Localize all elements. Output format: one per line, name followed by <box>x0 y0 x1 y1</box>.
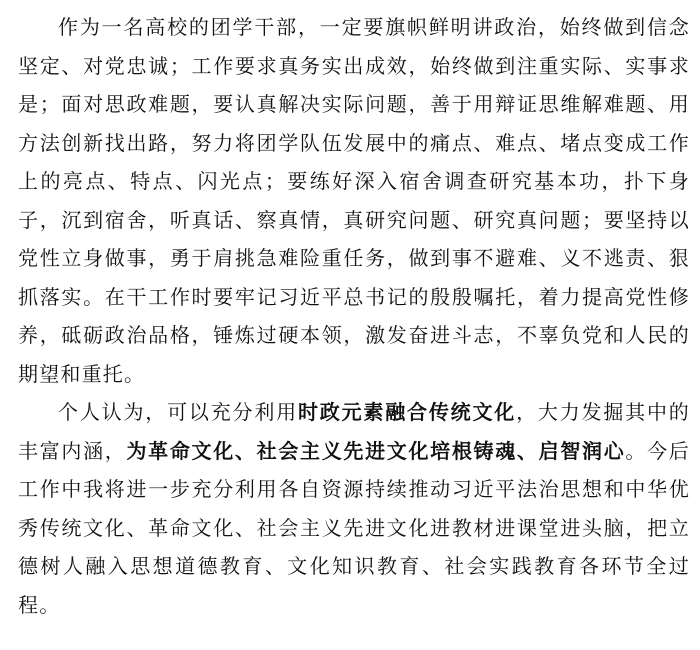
paragraph-2-emphasis-2: 为革命文化、社会主义先进文化培根铸魂、启智润心 <box>126 438 626 463</box>
paragraph-2-text-1: 个人认为，可以充分利用 <box>58 400 298 424</box>
paragraph-1: 作为一名高校的团学干部，一定要旗帜鲜明讲政治，始终做到信念坚定、对党忠诚；工作要求真务实出成效，始终做到注重实际、实事求是；面对思政难题，要认真解决实际问题，善于用辩证思维解难题、用方法创新找出路，努力将团学队伍发展中的痛点、难点、堵点变成工作上的亮点、特点、闪光点；要练好深入宿舍调查研究基本功，扑下身子，沉到宿舍，听真话、察真情，真研究问题、研究真问题；要坚持以党性立身做事，勇于肩挑急难险重任务，做到事不避难、义不逃责、狠抓落实。在干工作时要牢记习近平总书记的殷殷嘱托，着力提高党性修养，砥砺政治品格，锤炼过硬本领，激发奋进斗志，不辜负党和人民的期望和重托。 <box>18 15 690 386</box>
paragraph-2 <box>18 393 690 624</box>
paragraph-2-text-2: ，大力发掘其中的丰富内涵， <box>18 400 690 463</box>
paragraph-2-text-3: 。今后工作中我将进一步充分利用各自资源持续推动习近平法治思想和中华优秀传统文化、革命文化、社会主义先进文化进教材进课堂进头脑，把立德树人融入思想道德教育、文化知识教育、社会实践教育各环节全过程。 <box>18 438 690 617</box>
paragraph-2-emphasis-1: 时政元素融合传统文化 <box>297 400 517 424</box>
